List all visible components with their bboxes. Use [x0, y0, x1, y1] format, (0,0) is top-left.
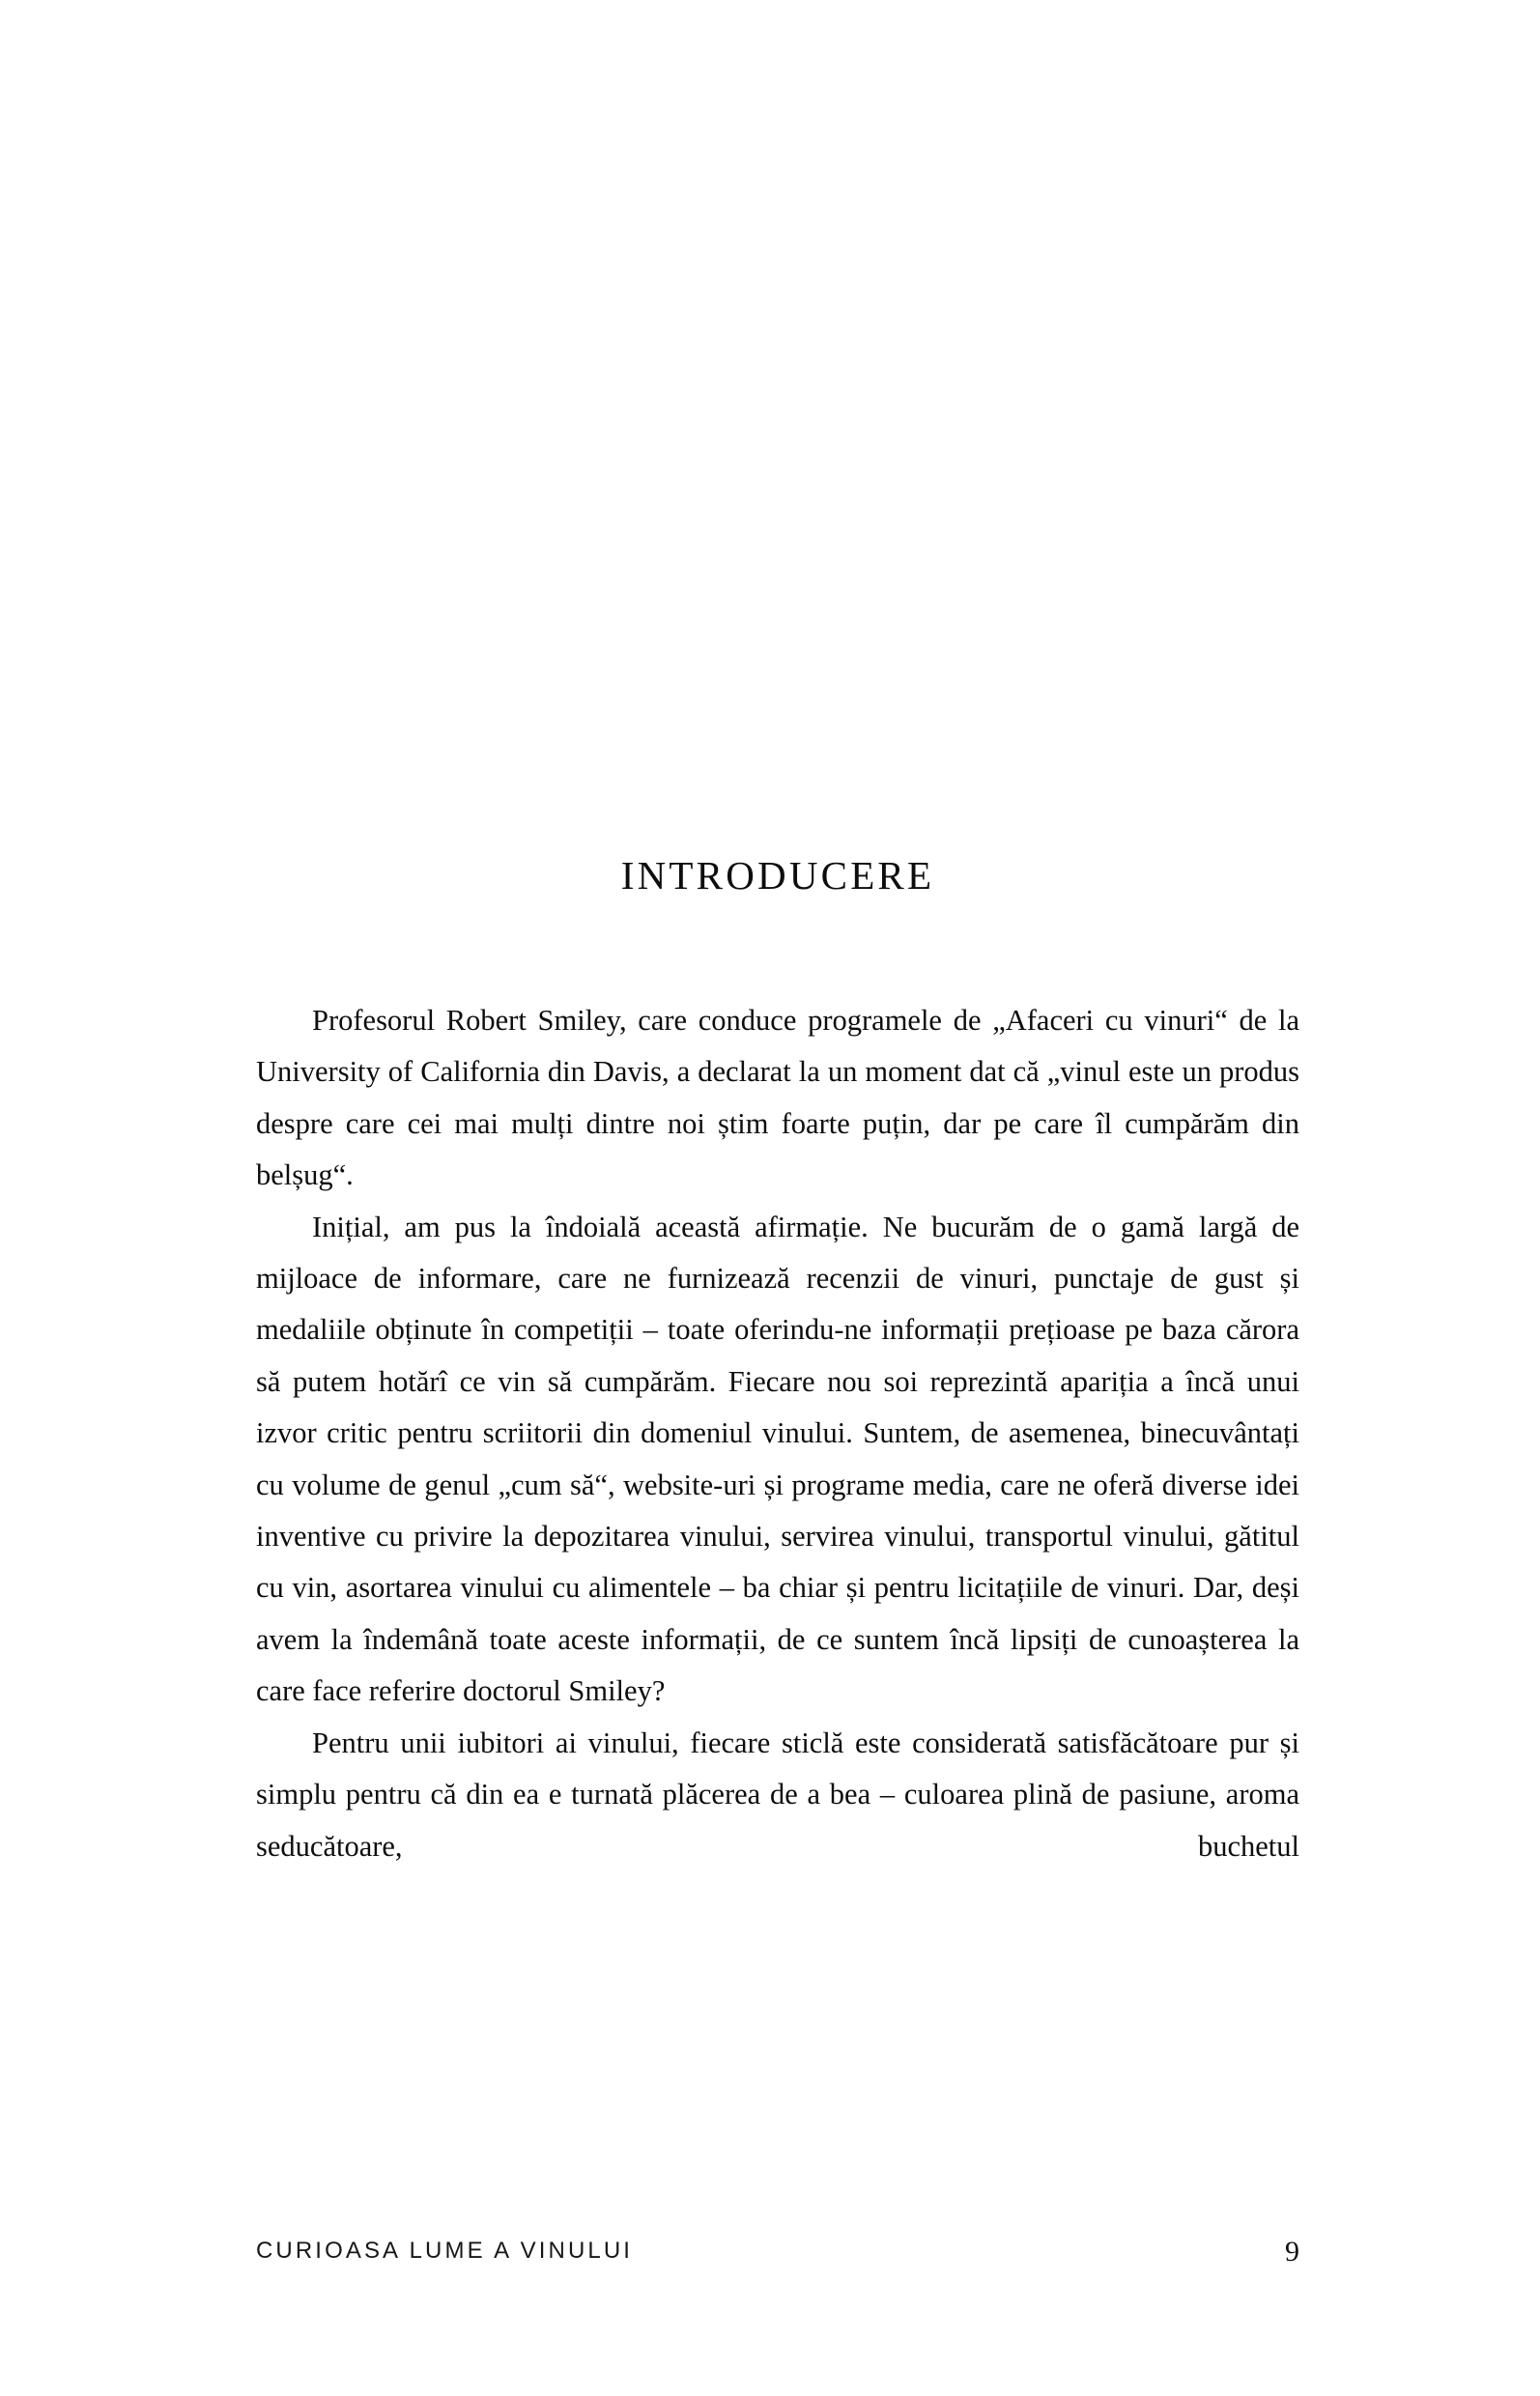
body-text [256, 995, 1299, 1872]
page-footer [256, 2238, 1299, 2276]
paragraph-2: Inițial, am pus la îndoială această afirmație. Ne bucurăm de o gamă largă de mijloace de informare, care ne furnizează recenzii de vinuri, punctaje de gust și medaliile obținute în competiții – toate oferindu-ne informații prețioase pe baza cărora să putem hotărî ce vin să cumpărăm. Fiecare nou soi reprezintă apariția a încă unui izvor critic pentru scriitorii din domeniul vinului. Suntem, de asemenea, binecuvântați cu volume de genul „cum să“, website-uri și programe media, care ne oferă diverse idei inventive cu privire la depozitarea vinului, servirea vinului, transportul vinului, gătitul cu vin, asortarea vinului cu alimentele – ba chiar și pentru licitațiile de vinuri. Dar, deși avem la îndemână toate aceste informații, de ce suntem încă lipsiți de cunoașterea la care face referire doctorul Smiley? [256, 1210, 1299, 1708]
running-head: CURIOASA LUME A VINULUI [256, 2238, 634, 2264]
paragraph-3: Pentru unii iubitori ai vinului, fiecare sticlă este considerată satisfăcătoare pur și simplu pentru că din ea e turnată plăcerea de a bea – culoarea plină de pasiune, aroma seducătoare, buchetul [256, 1726, 1299, 1863]
chapter-title: INTRODUCERE [620, 853, 935, 898]
page-content [256, 0, 1299, 2396]
page-number: 9 [1285, 2236, 1299, 2268]
paragraph-1: Profesorul Robert Smiley, care conduce programele de „Afaceri cu vinuri“ de la University of California din Davis, a declarat la un moment dat că „vinul este un produs despre care cei mai mulți dintre noi știm foarte puțin, dar pe care îl cumpărăm din belșug“. [256, 1004, 1299, 1192]
